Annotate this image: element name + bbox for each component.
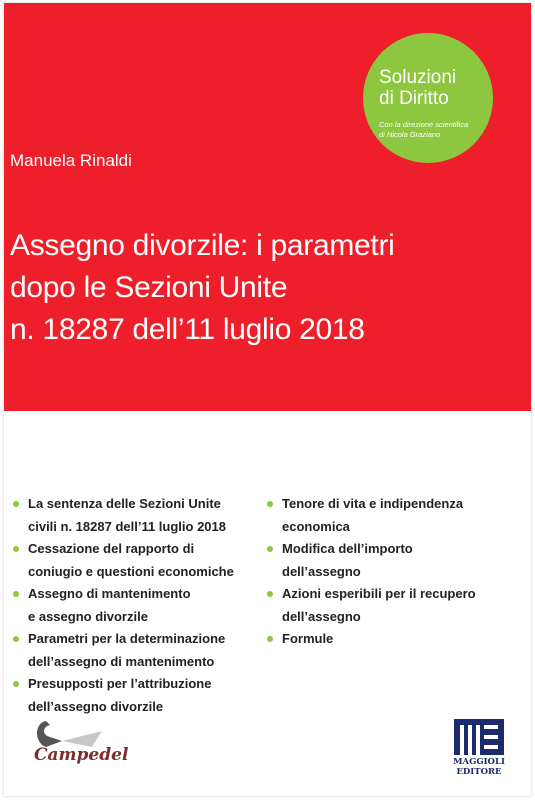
list-item-line2: e assegno divorzile (28, 608, 148, 624)
maggioli-wordmark (444, 757, 514, 777)
series-subtitle (379, 120, 493, 140)
contents-right-column (262, 493, 512, 651)
red-header-band (4, 3, 531, 411)
bullet-icon (267, 636, 273, 642)
list-item (262, 493, 512, 538)
book-title-line1: Assegno divorzile: i parametri (10, 229, 395, 262)
book-cover (4, 3, 531, 796)
list-item-line2: civili n. 18287 dell’11 luglio 2018 (28, 518, 226, 534)
list-item-line1: Assegno di mantenimento (28, 586, 191, 601)
list-item-line1: Cessazione del rapporto di (28, 541, 195, 556)
list-item-line1: Parametri per la determinazione (28, 631, 226, 646)
list-item (8, 673, 258, 718)
list-item-line1: Modifica dell’importo (282, 541, 413, 556)
list-item-line1: La sentenza delle Sezioni Unite (28, 496, 221, 511)
maggioli-logo-icon (444, 717, 514, 755)
bullet-icon (13, 636, 19, 642)
list-item (262, 628, 512, 651)
list-item-line2: dell’assegno (282, 563, 361, 579)
list-item (8, 538, 258, 583)
maggioli-line1: MAGGIOLI (453, 757, 505, 767)
list-item-line1: Azioni esperibili per il recupero (282, 586, 476, 601)
bullet-icon (267, 591, 273, 597)
bullet-icon (13, 501, 19, 507)
contents-left-column (8, 493, 258, 718)
list-item-line2: economica (282, 518, 350, 534)
series-badge (363, 33, 493, 163)
bullet-icon (13, 681, 19, 687)
series-subtitle-line2: di Nicola Graziano (379, 130, 441, 139)
list-item (8, 493, 258, 538)
list-item (8, 583, 258, 628)
campedel-wordmark: Campedel (34, 745, 129, 765)
book-title (10, 225, 520, 351)
list-item (262, 583, 512, 628)
bullet-icon (13, 546, 19, 552)
list-item-line2: dell’assegno di mantenimento (28, 653, 215, 669)
maggioli-line2: EDITORE (456, 767, 502, 777)
bullet-icon (13, 591, 19, 597)
series-subtitle-line1: Con la direzione scientifica (379, 120, 469, 129)
list-item-line1: Tenore di vita e indipendenza (282, 496, 464, 511)
campedel-logo (32, 717, 132, 785)
author-name: Manuela Rinaldi (10, 151, 132, 170)
book-title-line2: dopo le Sezioni Unite (10, 271, 288, 304)
series-title-line2: di Diritto (379, 88, 449, 109)
book-title-line3: n. 18287 dell’11 luglio 2018 (10, 313, 365, 346)
list-item-line2: dell’assegno divorzile (28, 698, 164, 714)
bullet-icon (267, 501, 273, 507)
list-item-line1: Presupposti per l’attribuzione (28, 676, 212, 691)
list-item-line2: coniugio e questioni economiche (28, 563, 234, 579)
series-title-line1: Soluzioni (379, 67, 457, 88)
list-item-line1: Formule (282, 631, 334, 646)
series-title (379, 67, 493, 109)
bullet-icon (267, 546, 273, 552)
list-item (262, 538, 512, 583)
maggioli-logo (444, 717, 514, 779)
list-item (8, 628, 258, 673)
list-item-line2: dell’assegno (282, 608, 361, 624)
